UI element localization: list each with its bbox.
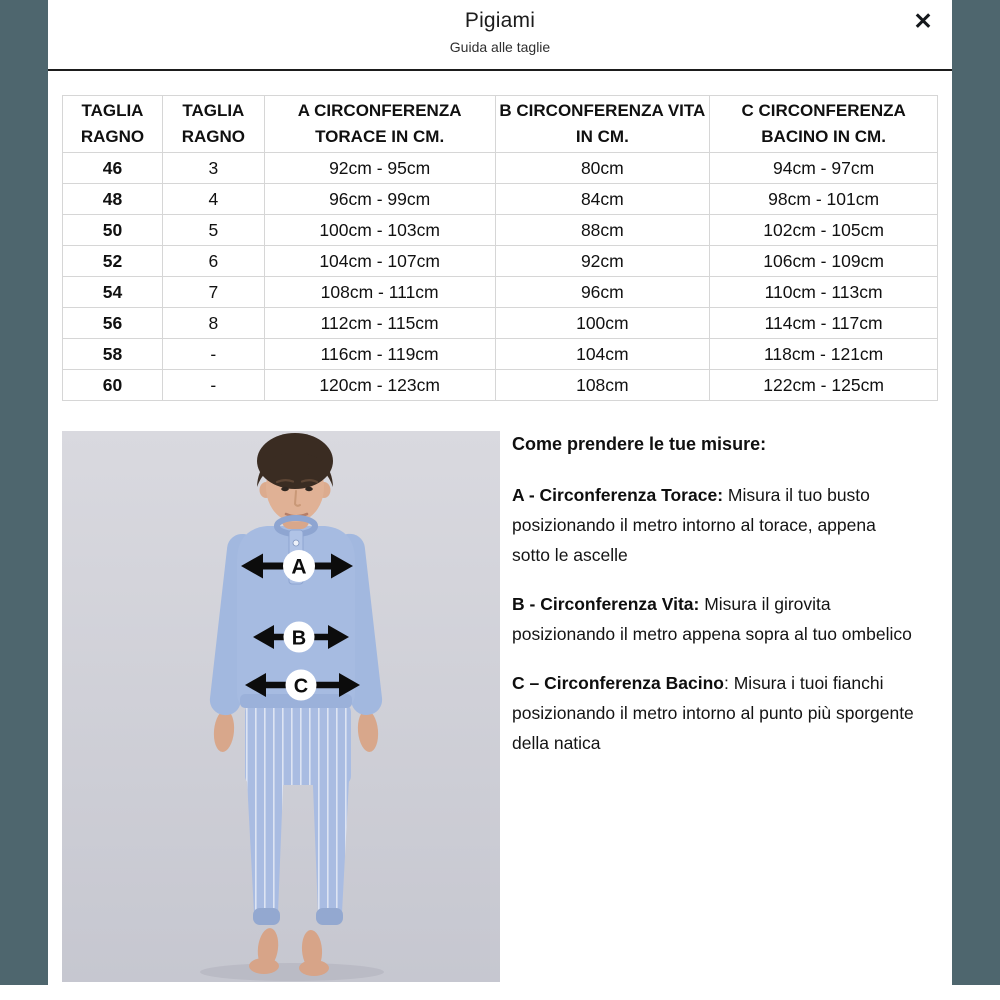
size-guide-modal bbox=[48, 0, 952, 985]
table-cell: 58 bbox=[63, 339, 163, 370]
table-cell: 6 bbox=[162, 246, 264, 277]
measure-guide-list bbox=[512, 480, 914, 758]
measure-item-label: B - Circonferenza Vita: bbox=[512, 594, 700, 614]
size-table-body bbox=[63, 153, 938, 401]
size-table bbox=[62, 95, 938, 401]
table-cell: 8 bbox=[162, 308, 264, 339]
table-cell: 118cm - 121cm bbox=[710, 339, 938, 370]
table-cell: 92cm - 95cm bbox=[264, 153, 495, 184]
floor-shadow bbox=[200, 963, 384, 981]
table-cell: 88cm bbox=[495, 215, 710, 246]
table-cell: 56 bbox=[63, 308, 163, 339]
table-cell: 96cm - 99cm bbox=[264, 184, 495, 215]
measure-item bbox=[512, 668, 914, 758]
table-row bbox=[63, 339, 938, 370]
table-header-cell: C CIRCONFERENZA BACINO IN CM. bbox=[710, 96, 938, 153]
table-cell: 4 bbox=[162, 184, 264, 215]
table-cell: 104cm bbox=[495, 339, 710, 370]
table-cell: 116cm - 119cm bbox=[264, 339, 495, 370]
table-row bbox=[63, 308, 938, 339]
table-cell: 60 bbox=[63, 370, 163, 401]
table-cell: 120cm - 123cm bbox=[264, 370, 495, 401]
table-header-cell: TAGLIA RAGNO bbox=[162, 96, 264, 153]
table-cell: 96cm bbox=[495, 277, 710, 308]
table-cell: 110cm - 113cm bbox=[710, 277, 938, 308]
table-cell: 46 bbox=[63, 153, 163, 184]
table-cell: 7 bbox=[162, 277, 264, 308]
measure-item-label: C – Circonferenza Bacino bbox=[512, 673, 724, 693]
table-cell: 94cm - 97cm bbox=[710, 153, 938, 184]
table-cell: 100cm bbox=[495, 308, 710, 339]
measure-item-text: Misura il tuo busto posizionando il metro intorno al torace, appena sotto le ascelle bbox=[512, 485, 876, 565]
table-row bbox=[63, 153, 938, 184]
modal-subtitle: Guida alle taglie bbox=[449, 39, 551, 55]
table-cell: 5 bbox=[162, 215, 264, 246]
table-cell: 84cm bbox=[495, 184, 710, 215]
page-backdrop-left bbox=[0, 0, 48, 985]
header-divider bbox=[48, 69, 952, 71]
table-row bbox=[63, 246, 938, 277]
table-header-cell: A CIRCONFERENZA TORACE IN CM. bbox=[264, 96, 495, 153]
size-guide-photo bbox=[62, 431, 500, 982]
table-row bbox=[63, 277, 938, 308]
measure-item-text: : Misura i tuoi fianchi posizionando il metro intorno al punto più sporgente della natica bbox=[512, 673, 914, 753]
measure-item-label: A - Circonferenza Torace: bbox=[512, 485, 724, 505]
measure-item bbox=[512, 589, 914, 649]
table-cell: 98cm - 101cm bbox=[710, 184, 938, 215]
table-cell: 108cm bbox=[495, 370, 710, 401]
size-table-header-row bbox=[63, 96, 938, 153]
table-row bbox=[63, 370, 938, 401]
table-row bbox=[63, 215, 938, 246]
table-cell: - bbox=[162, 370, 264, 401]
table-cell: 3 bbox=[162, 153, 264, 184]
arrow-label-a: A bbox=[291, 555, 307, 579]
table-cell: 112cm - 115cm bbox=[264, 308, 495, 339]
close-icon[interactable]: ✕ bbox=[906, 4, 940, 38]
table-row bbox=[63, 184, 938, 215]
pajama-model-illustration bbox=[62, 431, 500, 982]
measure-guide bbox=[512, 431, 914, 777]
table-cell: 122cm - 125cm bbox=[710, 370, 938, 401]
table-cell: - bbox=[162, 339, 264, 370]
table-cell: 80cm bbox=[495, 153, 710, 184]
measure-item-text: Misura il girovita posizionando il metro appena sopra al tuo ombelico bbox=[512, 594, 912, 644]
table-cell: 106cm - 109cm bbox=[710, 246, 938, 277]
table-header-cell: B CIRCONFERENZA VITA IN CM. bbox=[495, 96, 710, 153]
table-cell: 92cm bbox=[495, 246, 710, 277]
page-backdrop-right bbox=[952, 0, 1000, 985]
table-cell: 48 bbox=[63, 184, 163, 215]
table-cell: 108cm - 111cm bbox=[264, 277, 495, 308]
table-cell: 104cm - 107cm bbox=[264, 246, 495, 277]
measure-item bbox=[512, 480, 914, 570]
table-cell: 52 bbox=[63, 246, 163, 277]
arrow-label-b: B bbox=[291, 627, 307, 650]
arrow-label-c: C bbox=[293, 675, 309, 698]
table-cell: 102cm - 105cm bbox=[710, 215, 938, 246]
measure-guide-heading: Come prendere le tue misure: bbox=[512, 434, 767, 454]
table-header-cell: TAGLIA RAGNO bbox=[63, 96, 163, 153]
modal-title: Pigiami bbox=[464, 9, 536, 32]
table-cell: 54 bbox=[63, 277, 163, 308]
table-cell: 100cm - 103cm bbox=[264, 215, 495, 246]
table-cell: 114cm - 117cm bbox=[710, 308, 938, 339]
table-cell: 50 bbox=[63, 215, 163, 246]
